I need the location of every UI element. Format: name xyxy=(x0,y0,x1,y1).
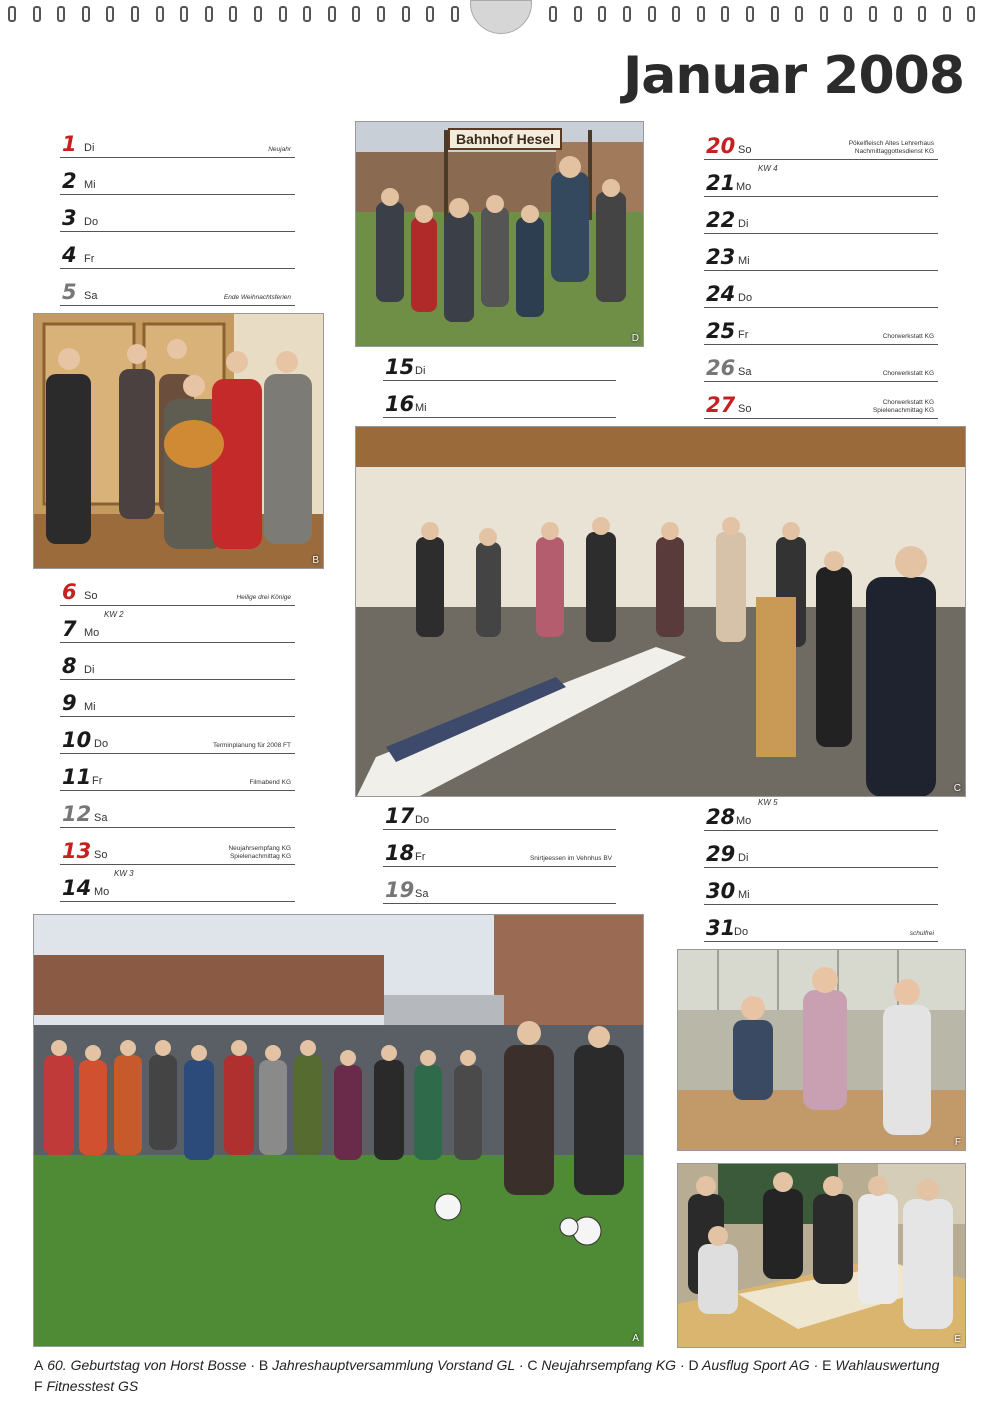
photo-d-image xyxy=(356,122,644,347)
day-row-21 xyxy=(704,164,938,197)
day-row-6 xyxy=(60,577,295,606)
day-row-13 xyxy=(60,836,295,865)
binding-ring xyxy=(820,6,828,22)
binding-ring xyxy=(279,6,287,22)
photo-f-image xyxy=(678,950,966,1151)
weekday-label: Di xyxy=(738,218,749,230)
day-number: 7 xyxy=(62,617,77,641)
day-number: 5 xyxy=(62,280,77,304)
day-row-14 xyxy=(60,869,295,902)
binding-ring xyxy=(672,6,680,22)
day-number: 16 xyxy=(385,392,415,416)
day-row-10 xyxy=(60,725,295,754)
weekday-label: Sa xyxy=(94,812,108,824)
day-row-27 xyxy=(704,390,938,419)
day-number: 28 xyxy=(706,805,736,829)
event-text xyxy=(228,845,291,861)
day-row-2 xyxy=(60,166,295,195)
day-number: 17 xyxy=(385,804,415,828)
binding-ring xyxy=(180,6,188,22)
weekday-label: Sa xyxy=(84,290,98,302)
weekday-label: Do xyxy=(738,292,753,304)
binding-ring xyxy=(721,6,729,22)
day-row-15 xyxy=(383,352,616,381)
day-row-3 xyxy=(60,203,295,232)
day-number: 21 xyxy=(706,171,736,195)
caption-separator: · xyxy=(518,1357,524,1373)
photo-a-image xyxy=(34,915,644,1347)
day-number: 30 xyxy=(706,879,736,903)
binding-ring xyxy=(205,6,213,22)
day-number: 23 xyxy=(706,245,736,269)
binding-ring xyxy=(33,6,41,22)
day-row-16 xyxy=(383,389,616,418)
binding-ring xyxy=(623,6,631,22)
binding-ring xyxy=(229,6,237,22)
weekday-label: Di xyxy=(84,142,95,154)
day-row-29 xyxy=(704,839,938,868)
caption-text: Fitnesstest GS xyxy=(46,1378,139,1394)
photo-label: F xyxy=(954,1137,961,1148)
weekday-label: Mi xyxy=(415,402,427,414)
day-number: 2 xyxy=(62,169,77,193)
weekday-label: Do xyxy=(415,814,430,826)
weekday-label: So xyxy=(738,403,752,415)
binding-ring xyxy=(106,6,114,22)
event-text: Filmabend KG xyxy=(249,779,291,786)
binding-ring xyxy=(795,6,803,22)
day-row-30 xyxy=(704,876,938,905)
calendar-week-label: KW 2 xyxy=(104,610,124,619)
day-number: 8 xyxy=(62,654,77,678)
photo-b-board-group xyxy=(33,313,324,569)
caption-text: Jahreshauptversammlung Vorstand GL xyxy=(272,1357,515,1373)
day-number: 3 xyxy=(62,206,77,230)
caption-letter: D xyxy=(688,1357,699,1373)
day-row-11 xyxy=(60,762,295,791)
weekday-label: Fr xyxy=(415,851,426,863)
photo-label: A xyxy=(632,1333,639,1344)
event-line: Pökelfleisch Altes Lehrerhaus xyxy=(848,140,934,147)
weekday-label: So xyxy=(94,849,108,861)
weekday-label: Sa xyxy=(415,888,429,900)
event-text: Heilige drei Könige xyxy=(236,594,291,601)
weekday-label: So xyxy=(738,144,752,156)
photo-label: D xyxy=(631,333,639,344)
photo-d-bahnhof-group xyxy=(355,121,644,347)
day-row-25 xyxy=(704,316,938,345)
day-row-31 xyxy=(704,913,938,942)
day-row-24 xyxy=(704,279,938,308)
event-line: Nachmittaggottesdienst KG xyxy=(854,148,934,155)
day-row-28 xyxy=(704,798,938,831)
event-line: Neujahrsempfang KG xyxy=(228,845,291,852)
event-text: schulfrei xyxy=(909,930,934,937)
day-number: 24 xyxy=(706,282,736,306)
binding-ring xyxy=(131,6,139,22)
weekday-label: Fr xyxy=(738,329,749,341)
event-text: Terminplanung für 2008 FT xyxy=(212,742,291,749)
bahnhof-sign: Bahnhof Hesel xyxy=(448,128,562,150)
caption-letter: E xyxy=(822,1357,832,1373)
weekday-label: Mi xyxy=(84,179,96,191)
weekday-label: Mo xyxy=(94,886,110,898)
weekday-label: Do xyxy=(94,738,109,750)
day-row-19 xyxy=(383,875,616,904)
event-text xyxy=(873,399,934,415)
binding-ring xyxy=(869,6,877,22)
day-row-8 xyxy=(60,651,295,680)
day-number: 11 xyxy=(62,765,92,789)
event-text: Chorwerkstatt KG xyxy=(882,333,934,340)
event-text: Snirtjeessen im Vehnhus BV xyxy=(529,855,612,862)
photo-b-image xyxy=(34,314,324,569)
caption-separator: · xyxy=(813,1357,819,1373)
day-number: 13 xyxy=(62,839,92,863)
weekday-label: Mo xyxy=(736,815,752,827)
day-number: 1 xyxy=(62,132,77,156)
day-number: 18 xyxy=(385,841,415,865)
binding-ring xyxy=(377,6,385,22)
photo-a-football xyxy=(33,914,644,1347)
weekday-label: Mi xyxy=(738,889,750,901)
weekday-label: Sa xyxy=(738,366,752,378)
month-title: Januar 2008 xyxy=(622,46,964,106)
day-row-23 xyxy=(704,242,938,271)
caption-letter: F xyxy=(34,1378,43,1394)
event-text: Neujahr xyxy=(268,146,291,153)
binding-ring xyxy=(648,6,656,22)
binding-ring xyxy=(352,6,360,22)
binding-ring xyxy=(426,6,434,22)
photo-f-gym xyxy=(677,949,966,1151)
day-row-5 xyxy=(60,277,295,306)
calendar-week-label: KW 4 xyxy=(758,164,778,173)
binding-ring xyxy=(328,6,336,22)
caption-letter: C xyxy=(527,1357,538,1373)
day-row-26 xyxy=(704,353,938,382)
binding-ring xyxy=(451,6,459,22)
binding-ring xyxy=(303,6,311,22)
binding-ring xyxy=(771,6,779,22)
caption-text: Neujahrsempfang KG xyxy=(541,1357,677,1373)
event-text: Ende Weihnachtsferien xyxy=(223,294,291,301)
day-number: 27 xyxy=(706,393,736,417)
binding-ring xyxy=(574,6,582,22)
photo-label: B xyxy=(312,555,319,566)
binding-ring xyxy=(82,6,90,22)
binding-ring xyxy=(254,6,262,22)
weekday-label: Di xyxy=(738,852,749,864)
caption-letter: A xyxy=(34,1357,44,1373)
calendar-week-label: KW 3 xyxy=(114,869,134,878)
day-number: 14 xyxy=(62,876,92,900)
event-line: Spielenachmittag KG xyxy=(872,407,934,414)
photo-e-image xyxy=(678,1164,966,1348)
photo-label: C xyxy=(953,783,961,794)
weekday-label: Fr xyxy=(84,253,95,265)
event-text xyxy=(849,140,934,156)
day-number: 10 xyxy=(62,728,92,752)
event-text: Chorwerkstatt KG xyxy=(882,370,934,377)
photo-c-image xyxy=(356,427,966,797)
weekday-label: Di xyxy=(415,365,426,377)
binding-ring xyxy=(598,6,606,22)
weekday-label: Mi xyxy=(84,701,96,713)
weekday-label: Mo xyxy=(736,181,752,193)
binding-ring xyxy=(57,6,65,22)
caption-separator: · xyxy=(679,1357,685,1373)
day-number: 6 xyxy=(62,580,77,604)
event-line: Chorwerkstatt KG xyxy=(882,399,934,406)
day-row-1 xyxy=(60,129,295,158)
weekday-label: Di xyxy=(84,664,95,676)
binding-ring xyxy=(549,6,557,22)
caption-letter: B xyxy=(258,1357,269,1373)
day-number: 31 xyxy=(706,916,736,940)
day-number: 12 xyxy=(62,802,92,826)
day-row-20 xyxy=(704,131,938,160)
caption-text: Ausflug Sport AG xyxy=(702,1357,810,1373)
binding-ring xyxy=(918,6,926,22)
binding-ring xyxy=(156,6,164,22)
event-line: Spielenachmittag KG xyxy=(229,853,291,860)
binding-ring xyxy=(894,6,902,22)
day-row-9 xyxy=(60,688,295,717)
day-number: 29 xyxy=(706,842,736,866)
caption-separator: · xyxy=(250,1357,256,1373)
day-number: 26 xyxy=(706,356,736,380)
weekday-label: Fr xyxy=(92,775,103,787)
day-number: 25 xyxy=(706,319,736,343)
caption-text: Wahlauswertung xyxy=(835,1357,940,1373)
photo-label: E xyxy=(954,1334,961,1345)
day-row-4 xyxy=(60,240,295,269)
day-number: 19 xyxy=(385,878,415,902)
binding-ring xyxy=(844,6,852,22)
weekday-label: Do xyxy=(84,216,99,228)
day-row-18 xyxy=(383,838,616,867)
photo-caption xyxy=(34,1355,974,1397)
day-row-12 xyxy=(60,799,295,828)
weekday-label: So xyxy=(84,590,98,602)
binding-ring xyxy=(943,6,951,22)
binding-ring xyxy=(967,6,975,22)
day-number: 20 xyxy=(706,134,736,158)
weekday-label: Mo xyxy=(84,627,100,639)
day-row-22 xyxy=(704,205,938,234)
day-number: 15 xyxy=(385,355,415,379)
caption-text: 60. Geburtstag von Horst Bosse xyxy=(47,1357,247,1373)
day-row-17 xyxy=(383,801,616,830)
binding-ring xyxy=(402,6,410,22)
binding-ring xyxy=(697,6,705,22)
binding-ring xyxy=(8,6,16,22)
photo-e-vote-count xyxy=(677,1163,966,1348)
day-number: 22 xyxy=(706,208,736,232)
binding-ring xyxy=(746,6,754,22)
day-number: 4 xyxy=(62,243,77,267)
calendar-week-label: KW 5 xyxy=(758,798,778,807)
photo-c-reception xyxy=(355,426,966,797)
weekday-label: Do xyxy=(734,926,749,938)
weekday-label: Mi xyxy=(738,255,750,267)
day-number: 9 xyxy=(62,691,77,715)
day-row-7 xyxy=(60,610,295,643)
